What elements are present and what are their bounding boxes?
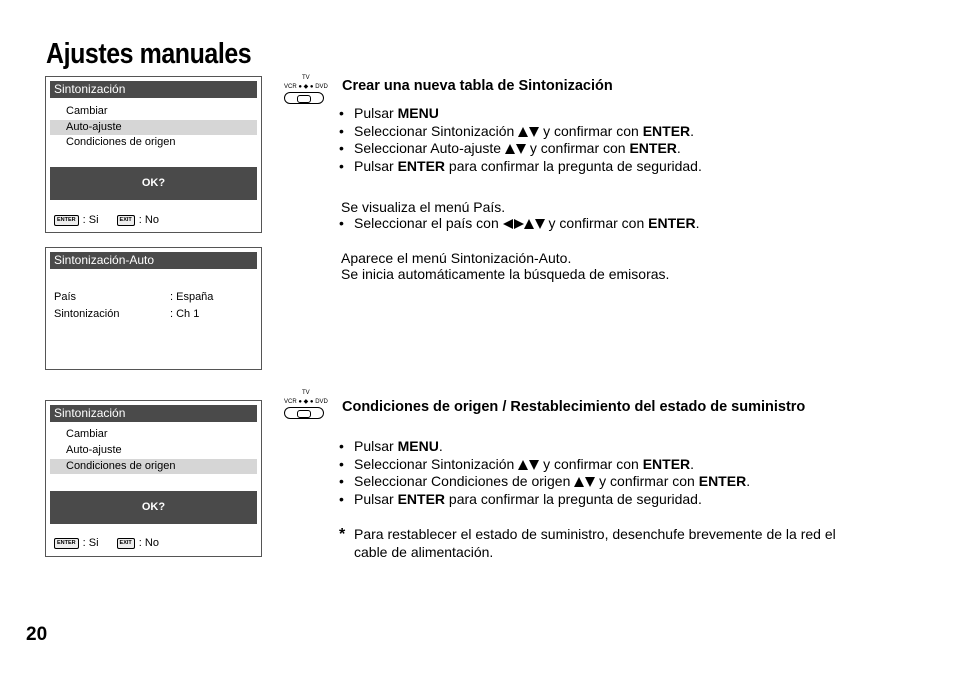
instruction-step: • Seleccionar Condiciones de origen y confirmar con ENTER. <box>339 473 751 489</box>
tv-vcr-dvd-selector-icon <box>284 390 328 426</box>
country-row <box>54 291 214 303</box>
mode-labels: VCR ● ◆ ● DVD <box>284 399 328 405</box>
instruction-step: • Seleccionar el país con y confirmar con ENTER. <box>339 215 700 231</box>
menu-item-cambiar[interactable]: Cambiar <box>66 105 108 117</box>
exit-key-icon: EXIT <box>117 538 135 549</box>
instruction-step: • Pulsar ENTER para confirmar la pregunta de seguridad. <box>339 158 702 174</box>
channel-row <box>54 308 200 320</box>
up-down-arrows-icon <box>574 476 595 488</box>
info-text: Se inicia automáticamente la búsqueda de emisoras. <box>341 266 670 282</box>
key-legend <box>54 537 159 549</box>
four-way-arrows-icon <box>503 218 545 230</box>
note-text: cable de alimentación. <box>354 544 494 560</box>
page-number: 20 <box>26 624 48 645</box>
tv-label: TV <box>302 75 310 81</box>
section-heading-factory-reset: Condiciones de origen / Restablecimiento del estado de suministro <box>342 399 806 415</box>
note-text: Para restablecer el estado de suministro, desenchufe brevemente de la red el <box>354 526 836 542</box>
info-text: Se visualiza el menú País. <box>341 199 506 215</box>
vcr-label: VCR <box>284 84 297 90</box>
vcr-label: VCR <box>284 399 297 405</box>
menu-header: Sintonización-Auto <box>50 252 257 269</box>
menu-item-auto-ajuste[interactable]: Auto-ajuste <box>66 444 122 456</box>
no-label: : No <box>138 537 159 549</box>
tv-vcr-dvd-selector-icon <box>284 75 328 111</box>
no-label: : No <box>138 214 159 226</box>
instruction-step: • Pulsar MENU. <box>339 438 443 454</box>
instruction-step: • Pulsar MENU <box>339 105 439 121</box>
dvd-label: DVD <box>315 84 328 90</box>
enter-key-icon: ENTER <box>54 215 79 226</box>
up-down-arrows-icon <box>505 143 526 155</box>
key-legend <box>54 214 159 226</box>
menu-item-condiciones[interactable]: Condiciones de origen <box>66 136 176 148</box>
info-text: Aparece el menú Sintonización-Auto. <box>341 250 572 266</box>
instruction-step: • Seleccionar Sintonización y confirmar con ENTER. <box>339 456 695 472</box>
menu-header: Sintonización <box>50 81 257 98</box>
channel-label: Sintonización <box>54 308 120 320</box>
up-down-arrows-icon <box>518 459 539 471</box>
channel-value: : Ch 1 <box>170 308 200 320</box>
note-asterisk: * <box>339 526 346 543</box>
exit-key-icon: EXIT <box>117 215 135 226</box>
ok-prompt: OK? <box>50 167 257 200</box>
yes-label: : Si <box>82 537 99 549</box>
menu-item-condiciones[interactable]: Condiciones de origen <box>50 459 257 474</box>
up-down-arrows-icon <box>518 126 539 138</box>
tuning-menu-screen <box>45 76 262 233</box>
country-label: País <box>54 291 77 303</box>
instruction-step: • Seleccionar Sintonización y confirmar con ENTER. <box>339 123 695 139</box>
section-heading-new-table: Crear una nueva tabla de Sintonización <box>342 78 613 94</box>
enter-key-icon: ENTER <box>54 538 79 549</box>
yes-label: : Si <box>82 214 99 226</box>
menu-item-cambiar[interactable]: Cambiar <box>66 428 108 440</box>
tv-label: TV <box>302 390 310 396</box>
instruction-step: • Seleccionar Auto-ajuste y confirmar con ENTER. <box>339 140 681 156</box>
menu-header: Sintonización <box>50 405 257 422</box>
dvd-label: DVD <box>315 399 328 405</box>
country-value: : España <box>170 291 214 303</box>
mode-labels: VCR ● ◆ ● DVD <box>284 84 328 90</box>
ok-prompt: OK? <box>50 491 257 524</box>
page-title: Ajustes manuales <box>46 38 252 70</box>
auto-tuning-screen <box>45 247 262 370</box>
instruction-step: • Pulsar ENTER para confirmar la pregunta de seguridad. <box>339 491 702 507</box>
tuning-menu-screen-origin <box>45 400 262 557</box>
menu-item-auto-ajuste[interactable]: Auto-ajuste <box>50 120 257 135</box>
